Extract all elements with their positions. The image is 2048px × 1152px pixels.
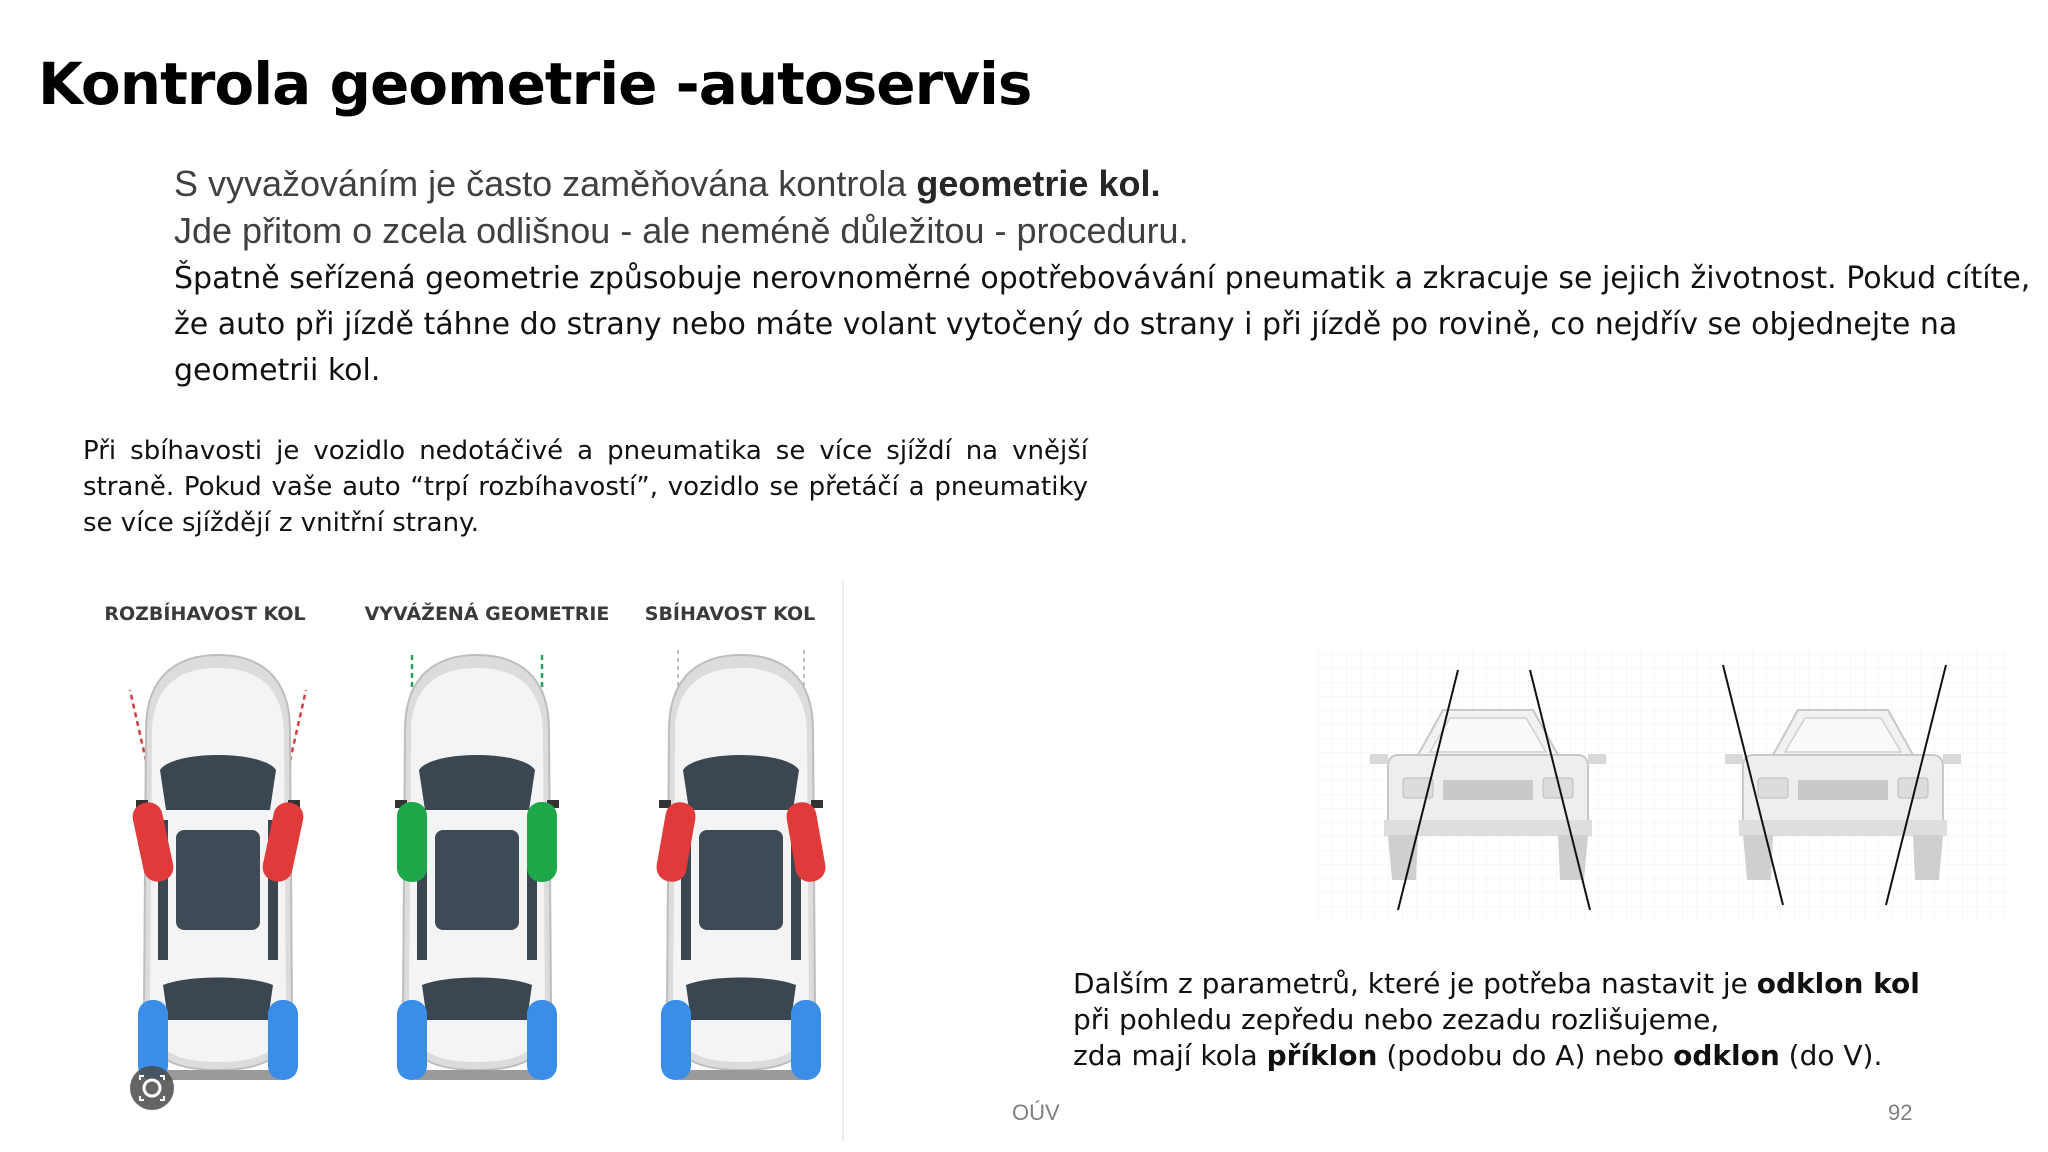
toe-label-balanced: VYVÁŽENÁ GEOMETRIE xyxy=(364,603,610,625)
camber-line-3: zda mají kola příklon (podobu do A) nebo odklon (do V). xyxy=(1073,1039,1883,1072)
lens-icon[interactable] xyxy=(130,1066,174,1110)
footer-label: OÚV xyxy=(1012,1100,1060,1125)
rear-right-wheel xyxy=(791,1000,821,1080)
camber-line-1: Dalším z parametrů, které je potřeba nastavit je odklon kol xyxy=(1073,967,1920,1000)
intro-body-text: Špatně seřízená geometrie způsobuje nerovnoměrné opotřebovávání pneumatik a zkracuje se jejich životnost. Pokud cítíte, že auto při jízdě táhne do strany nebo máte volant vytočený do strany i při jízdě po rovině, co nejdřív se objednejte na geometrii kol. xyxy=(174,261,2031,388)
front-right-wheel xyxy=(527,802,557,882)
toe-label-toe-out: ROZBÍHAVOST KOL xyxy=(104,603,306,625)
intro-bold-term: geometrie kol. xyxy=(916,163,1161,204)
camber-line-2: při pohledu zepředu nebo zezadu rozlišujeme, xyxy=(1073,1003,1720,1036)
rear-left-wheel xyxy=(397,1000,427,1080)
toe-paragraph: Při sbíhavosti je vozidlo nedotáčivé a pneumatika se více sjíždí na vnější straně. Pokud vaše auto “trpí rozbíhavostí”, vozidlo se přetáčí a pneumatiky se více sjíždějí z vnitřní strany. xyxy=(83,436,1088,538)
rear-right-wheel xyxy=(268,1000,298,1080)
rear-left-wheel xyxy=(661,1000,691,1080)
camber-paragraph xyxy=(1073,966,1973,1074)
slide-title: Kontrola geometrie -autoservis xyxy=(38,50,1032,118)
intro-block xyxy=(174,160,2034,394)
toe-label-toe-in: SBÍHAVOST KOL xyxy=(644,603,816,625)
intro-line-2: Jde přitom o zcela odlišnou - ale neméně důležitou - proceduru. xyxy=(174,210,1189,251)
camber-diagram-image xyxy=(1318,640,2010,920)
rear-right-wheel xyxy=(527,1000,557,1080)
intro-line-1: S vyvažováním je často zaměňována kontrola geometrie kol. xyxy=(174,163,1161,204)
car-balanced xyxy=(395,655,559,1080)
toe-diagram-image xyxy=(90,580,844,1142)
page-number: 92 xyxy=(1888,1100,1913,1125)
car-toe-out xyxy=(130,655,306,1080)
car-toe-in xyxy=(654,650,827,1080)
front-left-wheel xyxy=(397,802,427,882)
